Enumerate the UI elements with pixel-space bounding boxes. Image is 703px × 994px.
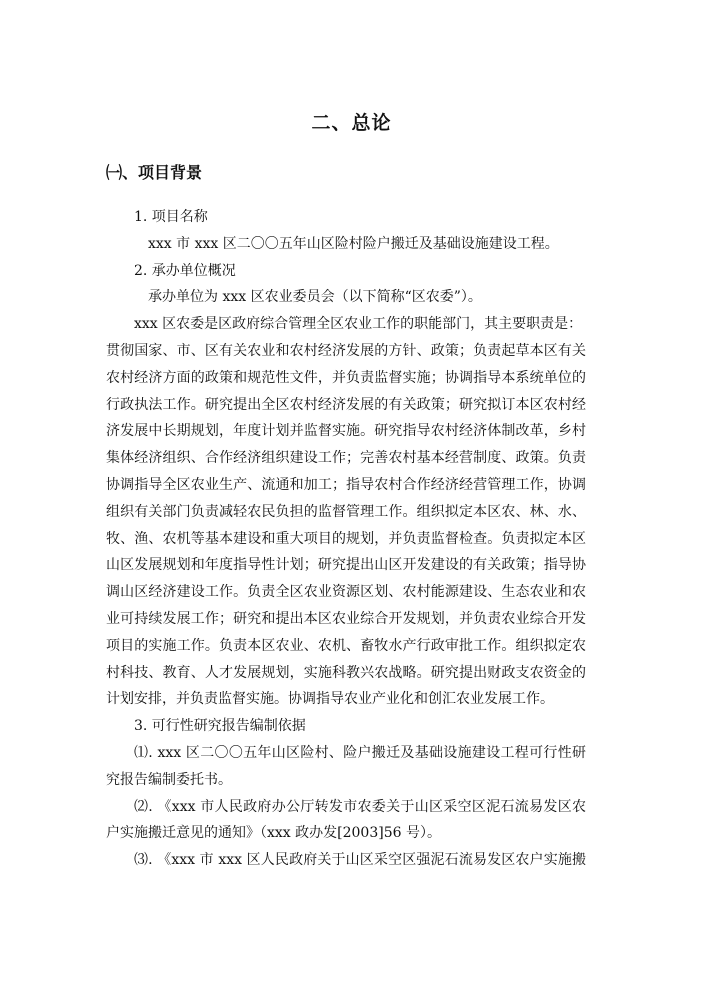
- section-title: ㈠、项目背景: [106, 163, 203, 182]
- item-heading: 1. 项目名称: [134, 209, 208, 225]
- paragraph-line: 牧、渔、农机等基本建设和重大项目的规划，并负责监督检查。负责拟定本区: [106, 530, 586, 547]
- paragraph-line: xxx 市 xxx 区二〇〇五年山区险村险户搬迁及基础设施建设工程。: [148, 235, 559, 252]
- body-text: [106, 204, 586, 874]
- reference-line: 户实施搬迁意见的通知》（xxx 政办发[2003]56 号）。: [106, 825, 441, 842]
- paragraph-line: 组织有关部门负责减轻农民负担的监督管理工作。组织拟定本区农、林、水、: [106, 503, 586, 520]
- reference-line: 究报告编制委托书。: [106, 771, 232, 788]
- paragraph-line: 业可持续发展工作；研究和提出本区农业综合开发规划，并负责农业综合开发: [106, 610, 586, 627]
- paragraph-line: 山区发展规划和年度指导性计划；研究提出山区开发建设的有关政策；指导协: [106, 557, 586, 574]
- reference-line: ⑶. 《xxx 市 xxx 区人民政府关于山区采空区强泥石流易发区农户实施搬: [134, 852, 586, 869]
- paragraph-line: 村科技、教育、人才发展规划，实施科教兴农战略。研究提出财政支农资金的: [106, 664, 586, 681]
- paragraph-line: 调山区经济建设工作。负责全区农业资源区划、农村能源建设、生态农业和农: [106, 584, 586, 601]
- paragraph-line: 项目的实施工作。负责本区农业、农机、畜牧水产行政审批工作。组织拟定农: [106, 637, 586, 654]
- reference-line: ⑴. xxx 区二〇〇五年山区险村、险户搬迁及基础设施建设工程可行性研: [134, 744, 586, 761]
- item-heading: 2. 承办单位概况: [134, 262, 236, 279]
- paragraph-line: 农村经济方面的政策和规范性文件，并负责监督实施；协调指导本系统单位的: [106, 369, 586, 386]
- item-heading: 3. 可行性研究报告编制依据: [134, 718, 306, 735]
- paragraph-line: 贯彻国家、市、区有关农业和农村经济发展的方针、政策；负责起草本区有关: [106, 342, 586, 359]
- paragraph-line: xxx 区农委是区政府综合管理全区农业工作的职能部门，其主要职责是：: [134, 316, 583, 333]
- paragraph-line: 计划安排，并负责监督实施。协调指导农业产业化和创汇农业发展工作。: [106, 691, 554, 708]
- paragraph-line: 行政执法工作。研究提出全区农村经济发展的有关政策；研究拟订本区农村经: [106, 396, 586, 413]
- paragraph-line: 济发展中长期规划，年度计划并监督实施。研究指导农村经济体制改革，乡村: [106, 423, 586, 440]
- paragraph-line: 集体经济组织、合作经济组织建设工作；完善农村基本经营制度、政策。负责: [106, 450, 586, 467]
- chapter-title: 二、总论: [311, 112, 392, 134]
- reference-line: ⑵. 《xxx 市人民政府办公厅转发市农委关于山区采空区泥石流易发区农: [134, 798, 586, 815]
- paragraph-line: 承办单位为 xxx 区农业委员会（以下简称“区农委”）。: [148, 289, 482, 306]
- paragraph-line: 协调指导全区农业生产、流通和加工；指导农村合作经济经营管理工作，协调: [106, 476, 586, 493]
